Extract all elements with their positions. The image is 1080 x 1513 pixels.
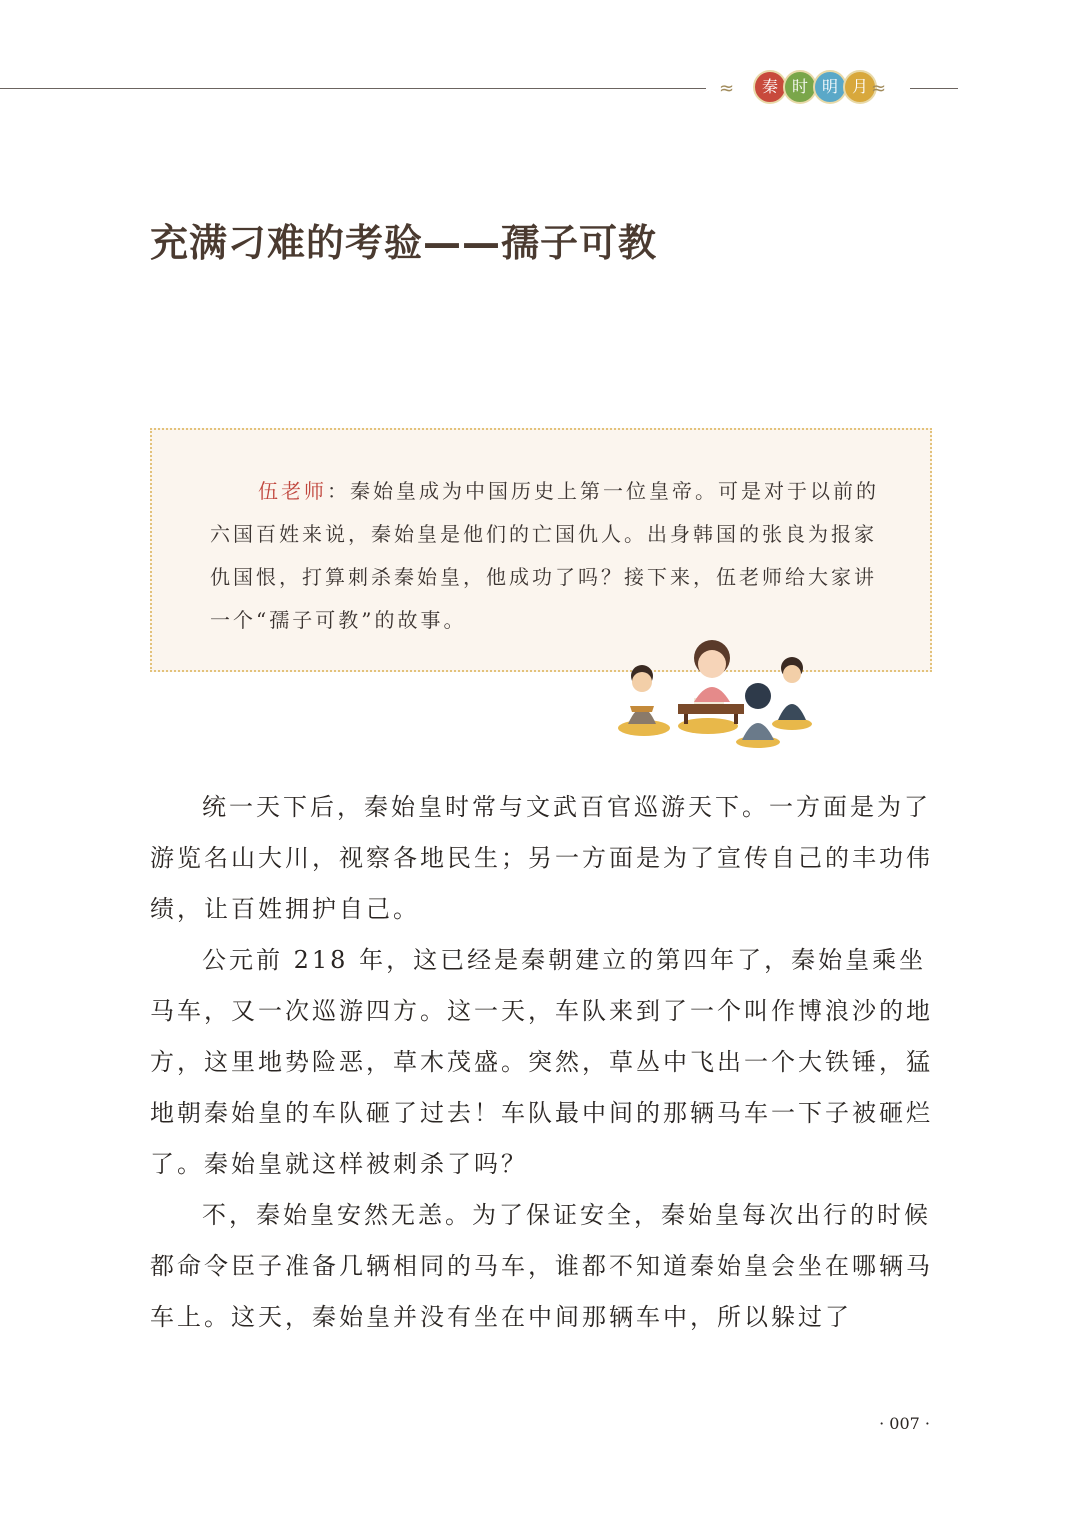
teacher-note-text (210, 470, 890, 642)
cloud-ornament-right-icon: ≈ (871, 78, 887, 99)
teacher-note-body: ：秦始皇成为中国历史上第一位皇帝。可是对于以前的六国百姓来说，秦始皇是他们的亡国仇人。出身韩国的张良为报家仇国恨，打算刺杀秦始皇，他成功了吗？接下来，伍老师给大家讲一个“孺子可教”的故事。 (210, 479, 879, 632)
teacher-students-illustration (608, 632, 820, 750)
series-badge-char-4: 月 (843, 70, 877, 104)
teacher-note-speaker: 伍老师 (258, 479, 327, 503)
paragraph-3: 不，秦始皇安然无恙。为了保证安全，秦始皇每次出行的时候都命令臣子准备几辆相同的马车，谁都不知道秦始皇会坐在哪辆马车上。这天，秦始皇并没有坐在中间那辆车中，所以躲过了 (150, 1201, 933, 1331)
header-rule-left (0, 88, 706, 89)
series-badge (715, 66, 910, 112)
page-number: · 007 · (879, 1414, 930, 1433)
series-badge-char-3: 明 (813, 70, 847, 104)
chapter-title: 充满刁难的考验——孺子可教 (150, 221, 658, 265)
series-badge-char-2: 时 (783, 70, 817, 104)
paragraph-2: 公元前 218 年，这已经是秦朝建立的第四年了，秦始皇乘坐马车，又一次巡游四方。这一天，车队来到了一个叫作博浪沙的地方，这里地势险恶，草木茂盛。突然，草丛中飞出一个大铁锤，猛地朝秦始皇的车队砸了过去！车队最中间的那辆马车一下子被砸烂了。秦始皇就这样被刺杀了吗？ (150, 946, 933, 1178)
body-text (150, 782, 936, 1343)
series-badge-char-1: 秦 (753, 70, 787, 104)
paragraph-1: 统一天下后，秦始皇时常与文武百官巡游天下。一方面是为了游览名山大川，视察各地民生；另一方面是为了宣传自己的丰功伟绩，让百姓拥护自己。 (150, 793, 933, 923)
cloud-ornament-left-icon: ≈ (719, 78, 735, 99)
header-rule-right (910, 88, 958, 89)
